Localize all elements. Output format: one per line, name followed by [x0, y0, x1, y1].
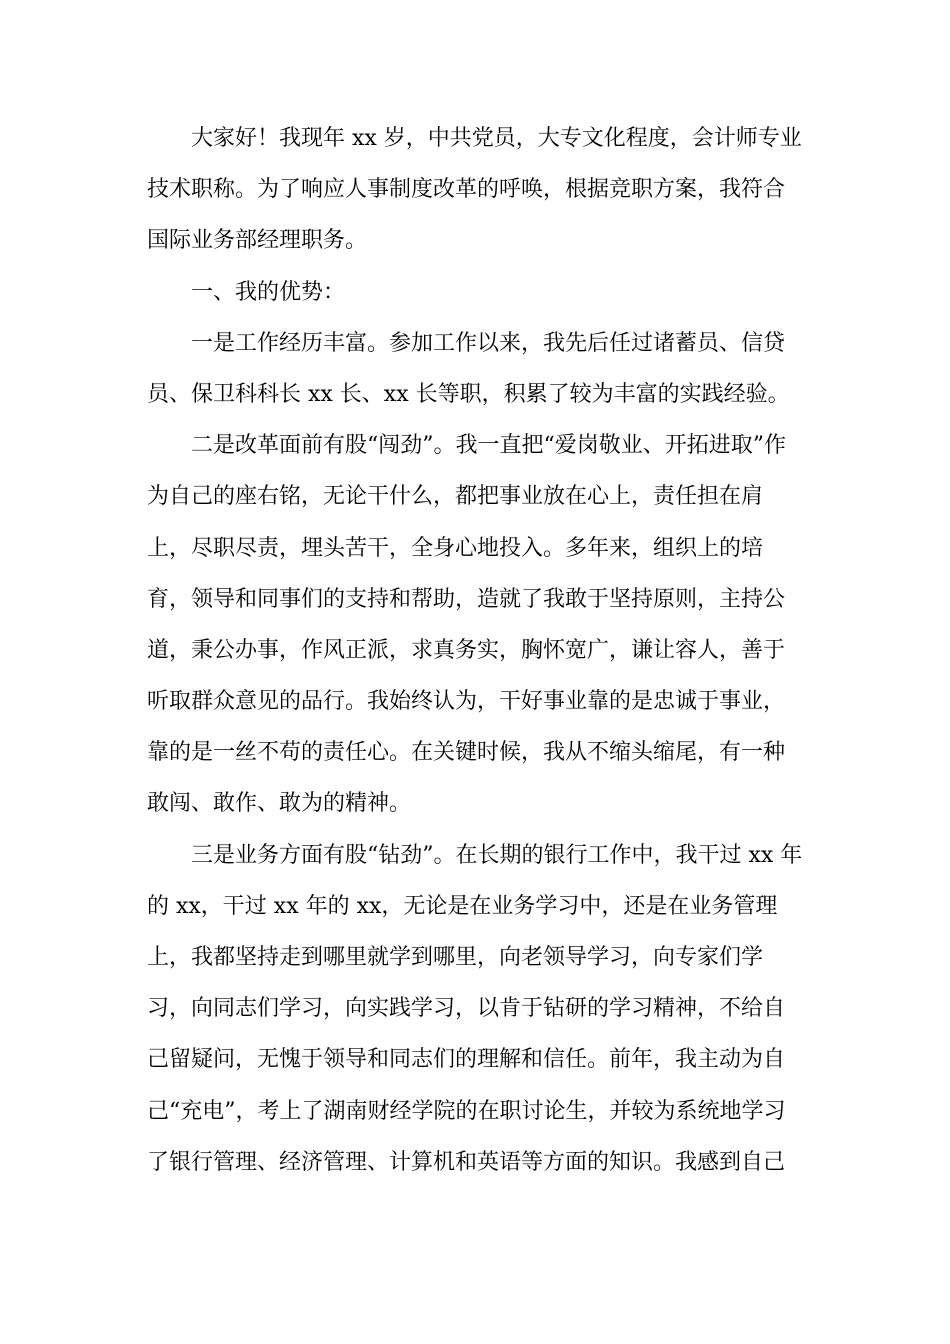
- paragraph-line: 敢闯、敢作、敢为的精神。: [147, 791, 412, 817]
- paragraph-line: 靠的是一丝不苟的责任心。在关键时候，我从不缩头缩尾，有一种: [147, 740, 786, 766]
- paragraph-line: 为自己的座右铭，无论干什么，都把事业放在心上，责任担在肩: [147, 484, 764, 510]
- paragraph-line: 听取群众意见的品行。我始终认为，干好事业靠的是忠诚于事业，: [147, 689, 786, 715]
- section-heading: 一、我的优势：: [191, 279, 346, 305]
- paragraph-line: 技术职称。为了响应人事制度改革的呼唤，根据竞职方案，我符合: [147, 177, 786, 203]
- paragraph-line: 道，秉公办事，作风正派，求真务实，胸怀宽广，谦让容人，善于: [147, 637, 786, 663]
- document-body: [147, 113, 807, 1188]
- paragraph-line: 二是改革面前有股“闯劲”。我一直把“爱岗敬业、开拓进取”作: [191, 433, 786, 459]
- paragraph-line: 国际业务部经理职务。: [147, 228, 368, 254]
- paragraph-line: 育，领导和同事们的支持和帮助，造就了我敢于坚持原则，主持公: [147, 586, 786, 612]
- paragraph-line: 己留疑问，无愧于领导和同志们的理解和信任。前年，我主动为自: [147, 1047, 786, 1073]
- paragraph-line: 上，尽职尽责，埋头苦干，全身心地投入。多年来，组织上的培: [147, 535, 764, 561]
- paragraph-line: 了银行管理、经济管理、计算机和英语等方面的知识。我感到自己: [147, 1149, 786, 1175]
- paragraph-line: 己“充电”，考上了湖南财经学院的在职讨论生，并较为系统地学习: [147, 1098, 786, 1124]
- paragraph-line: 大家好！我现年 xx 岁，中共党员，大专文化程度，会计师专业: [191, 126, 802, 151]
- paragraph-line: 习，向同志们学习，向实践学习，以肯于钻研的学习精神，不给自: [147, 996, 786, 1022]
- paragraph-line: 三是业务方面有股“钻劲”。在长期的银行工作中，我干过 xx 年: [191, 842, 803, 868]
- paragraph-line: 的 xx，干过 xx 年的 xx，无论是在业务学习中，还是在业务管理: [147, 893, 778, 919]
- paragraph-line: 一是工作经历丰富。参加工作以来，我先后任过诸蓄员、信贷: [191, 330, 786, 356]
- paragraph-line: 员、保卫科科长 xx 长、xx 长等职，积累了较为丰富的实践经验。: [147, 381, 790, 407]
- paragraph-line: 上，我都坚持走到哪里就学到哪里，向老领导学习，向专家们学: [147, 945, 764, 970]
